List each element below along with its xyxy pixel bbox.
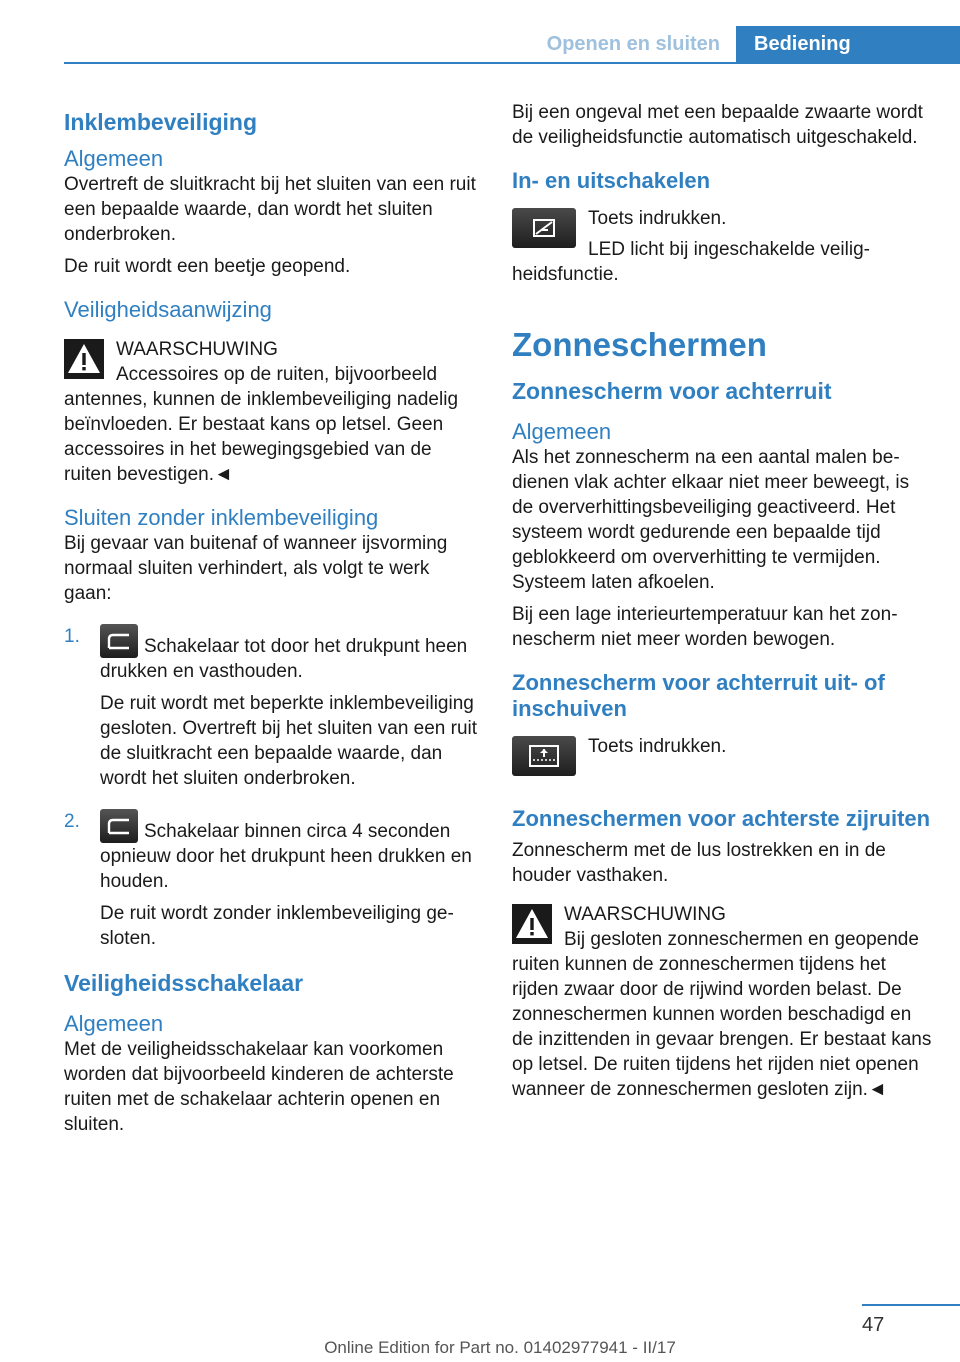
window-switch-icon xyxy=(100,624,138,658)
button-instruction xyxy=(512,206,932,287)
left-column xyxy=(64,100,482,1144)
paragraph: Bij een lage interieurtemperatuur kan het zonnescherm niet meer worden bewogen. xyxy=(512,604,898,650)
button-instruction-text: Toets indrukken. xyxy=(588,208,727,229)
warning-box xyxy=(512,902,932,1102)
warning-text: Accessoires op de ruiten, bijvoorbeeld antennes, kunnen de inklembeveiliging nadelig beïnvloeden. Er bestaat kans op letsel. Geen accessoires in het bewegingsgebied van de ruiten bevestigen.◄ xyxy=(64,364,459,485)
heading-veiligheidsschakelaar: Veiligheidsschakelaar xyxy=(64,970,304,996)
heading-algemeen: Algemeen xyxy=(64,1011,164,1036)
paragraph: Bij een ongeval met een bepaalde zwaarte wordt de veiligheidsfunctie automatisch uitgeschakeld. xyxy=(512,102,923,148)
safety-switch-key-icon xyxy=(512,208,576,248)
step-number: 2. xyxy=(64,811,80,832)
warning-title: WAARSCHUWING xyxy=(564,904,726,925)
step-subtext: De ruit wordt met beperkte inklembeveiliging gesloten. Overtreft bij het sluiten van een ruit de sluitkracht een bepaalde waarde, dan wordt het sluiten onderbroken. xyxy=(100,693,478,789)
warning-triangle-icon xyxy=(64,339,104,379)
page-number: 47 xyxy=(862,1314,885,1336)
step-text: Schakelaar tot door het drukpunt heen drukken en vasthouden. xyxy=(100,636,468,682)
paragraph: Overtreft de sluitkracht bij het sluiten van een ruit een bepaalde waarde, dan wordt het sluiten onderbroken. xyxy=(64,174,476,245)
heading-in-uitschakelen: In- en uitschakelen xyxy=(512,168,711,193)
heading-sluiten-zonder: Sluiten zonder inklembeveiliging xyxy=(64,505,379,530)
paragraph: Zonnescherm met de lus lostrekken en in de houder vasthaken. xyxy=(512,840,886,886)
right-column xyxy=(512,100,932,1102)
list-item xyxy=(64,624,482,791)
heading-uit-inschuiven: Zonnescherm voor achterruit uit- of inschuiven xyxy=(512,670,885,721)
heading-inklembeveiliging: Inklembeveiliging xyxy=(64,109,257,135)
paragraph: De ruit wordt een beetje geopend. xyxy=(64,256,351,277)
warning-title: WAARSCHUWING xyxy=(116,339,278,360)
steps-list xyxy=(64,624,482,951)
heading-algemeen: Algemeen xyxy=(512,419,612,444)
button-instruction xyxy=(512,734,932,788)
footer-rule xyxy=(862,1304,960,1306)
heading-algemeen: Algemeen xyxy=(64,146,164,171)
heading-achterste-zijruiten: Zonneschermen voor achterste zijruiten xyxy=(512,806,931,831)
button-instruction-subtext: LED licht bij ingeschakelde veiligheidsfunctie. xyxy=(512,239,870,285)
button-instruction-text: Toets indrukken. xyxy=(588,736,727,757)
warning-triangle-icon xyxy=(512,904,552,944)
step-subtext: De ruit wordt zonder inklembeveiliging gesloten. xyxy=(100,903,454,949)
heading-zonnescherm-achterruit: Zonnescherm voor achterruit xyxy=(512,378,832,404)
header-chapter-tab: Bediening xyxy=(736,26,960,62)
list-item xyxy=(64,809,482,951)
heading-zonneschermen: Zonneschermen xyxy=(512,326,767,363)
paragraph: Als het zonnescherm na een aantal malen bedienen vlak achter elkaar niet meer beweegt, is de oververhittingsbeveiliging geactiveerd. Het systeem wordt gedurende een bepaalde tijd geblokkeerd om oververhitting te vermijden. Systeem laten afkoelen. xyxy=(512,447,910,593)
window-switch-icon xyxy=(100,809,138,843)
step-number: 1. xyxy=(64,626,80,647)
warning-text: Bij gesloten zonneschermen en geopende ruiten kunnen de zonneschermen tijdens het rijden zwaar door de rijwind worden belast. De zonneschermen kunnen worden beschadigd en de inzittenden in gevaar brengen. Er bestaat kans op letsel. De ruiten tijdens het rijden niet openen wanneer de zonneschermen gesloten zijn.◄ xyxy=(512,929,932,1100)
warning-box xyxy=(64,337,482,487)
step-text: Schakelaar binnen circa 4 seconden opnieuw door het drukpunt heen drukken en houden. xyxy=(100,821,472,892)
header-rule xyxy=(64,62,960,64)
footer-edition: Online Edition for Part no. 01402977941 - II/17 xyxy=(324,1338,676,1357)
paragraph: Met de veiligheidsschakelaar kan voorkomen worden dat bijvoorbeeld kinderen de achterste ruiten met de schakelaar achterin openen en sluiten. xyxy=(64,1039,454,1135)
heading-veiligheidsaanwijzing: Veiligheidsaanwijzing xyxy=(64,297,272,322)
sunblind-key-icon xyxy=(512,736,576,776)
paragraph: Bij gevaar van buitenaf of wanneer ijsvorming normaal sluiten verhindert, als volgt te werk gaan: xyxy=(64,533,448,604)
header-section-title: Openen en sluiten xyxy=(546,33,720,55)
